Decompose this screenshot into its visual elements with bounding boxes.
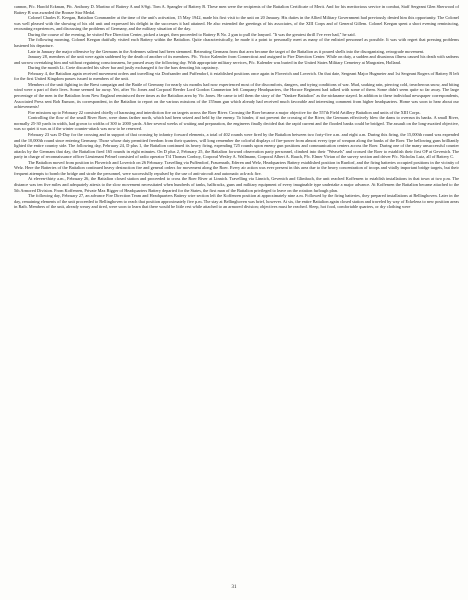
paragraph-move-26-february: The Battalion moved from position in Floverich and Loverich on 26 February. Travelling via Puffendorf, Frauenrath, Ederen and Welz, Headquarters Battery established position in Rurdorf, and the firing batteries occupied positions in the vicinity of Welz. Here the Batteries of the Battalion continued heavy destruction fire and general orders for movement along the Roer. Every air action was ever present in this area due to the heavy concentration of troops and vitally important bridge targets, but their frequent attempts to bomb the bridge and strafe the personnel, were successfully repulsed by the use of anti-aircraft and automatic ack-ack fire. [14, 159, 459, 176]
paragraph-linnich-crossing: At eleven-thirty a.m., February 26, the Battalion closed station and proceeded to cross the Roer River at Linnich. Travelling via Linnich, Gevenich and Glimbach, the unit reached Koffenren to establish installations in that town at two p.m. The distance was ten five miles and adequately attests to the slow movement necessitated when hundreds of tanks, halftracks, guns and military equipment of every imaginable type undertake a major advance. At Koffenren the Battalion became attached to the 5th Armored Division. From Koffenren, Private Max Rigger of Headquarters Battery departed for the States, the first man of the Battalion privileged to leave on the rotation furlough plan. [14, 176, 459, 193]
paragraph-ardennes: Late in January the major offensive by the Germans in the Ardennes salient had been stemmed. Retreating Germans from that area became the target of the Battalion as it poured shells into the disorganizing, retrograde movement. [28, 48, 425, 54]
paragraph-d-day-crossing: February 23 was D-Day for the crossing and in support of that crossing by infantry forward elements, a total of 402 rounds were fired by the Battalion between two forty-five a.m. and eight a.m. During this firing, the 15,000th round was expended and the 10,000th round since entering Germany. Those whose duty permitted freedom from their quarters, will long remember the colorful displays of fire-power from almost every type of weapon along the banks of the Roer. The bellowing guns brilliantly lighted the entire country side. The following day, February 24, D plus 1, the Battalion continued its heavy firing, expending 725 rounds upon enemy gun positions and communication centers across the Roer. During one of the many unsuccessful counter attacks by the Germans that day, the Battalion fired 165 rounds in eight minutes. On D plus 2, February 25, the Battalion forward observation party personnel, climbed into their "Weasels" and crossed the Roer to establish their first OP at Gevenich. The party in charge of reconnaissance officer Lieutenant Pelmel consisted of radio operator T/4 Thomas Conboy, Corporal Wesley A. Wallmann, Corporal Albert A. Rauch, Pfc. Elmer Vivian of the survey section and driver Pfc. Nicholas Lutz, all of Battery C. [14, 131, 459, 160]
paragraph-january-28: January 28, members of the unit were again saddened by the death of another of its members. Pfc. Victor Kalender from Connecticut and assigned to Fire Direction Center. While on duty, a sudden and disastrous illness caused his death with sadness and sorrow overtaking him and without regaining consciousness, he passed away the following day. With appropriate military services, Pfc. Kalender was buried in the United States Military Cemetery at Margraten, Holland. [14, 54, 459, 65]
paragraph-correspondents: Members of the unit fighting in the Brest campaign and the Battle of Germany for nearly six months had now experienced most of the discomforts, dangers, and trying conditions of war. Mud, soaking rain, piercing cold, treacherous snow, and biting wind were a part of their lives. Some seemed far away. Yet, after Vic Jones and Corporal Reeder Lord Gordon Cammerton left Company Headquarters, the Horace Regiment had talked with some of them. Some didn't seem quite so far away. The large percentage of the men in the Battalion from New England reminisced three times as the Battalion area by Vic Jones. He came to tell them the story of the "Yankee Battalion" as the nickname stayed. In addition to these individual newspaper correspondents, Associated Press sent Bob Eunson, its correspondent, in the Battalion to report on the various missions of the 155mm gun which already had received much favorable and interesting comment from higher headquarters. Home was soon to hear about our achievements! [14, 81, 459, 110]
document-body [14, 4, 459, 210]
paragraph-awards: cannon, Pfc. Harold Eckman, Pfc. Anthony D. Martino of Battery A and S/Sgt. Tom A. Spangler of Battery B. These men were the recipients of the Battalion Certificate of Merit. And for his meritorious service in combat, Staff Sergeant Glen Sherwood of Battery B was awarded the Bronze Star Medal. [14, 4, 459, 15]
paragraph-following-morning: The following morning, Colonel Keegan dutifully visited each Battery within the Battalion. Quite characteristically, he made it a point to personally meet as many of the enlisted personnel as possible. It was with regret that pressing problems hastened his departure. [14, 37, 459, 48]
paragraph-february-27: The following day, February 27, an advance Fire Direction Team and Headquarters Battery wire section left the Koffenren position at approximately nine a.m. Followed by the firing batteries, they prepared installations at Bellinghoven. Later in the day, remaining elements of the unit proceeded to Bellinghoven to reach that position approximately five p.m. The stay at Bellinghoven was brief, however. At six, the entire Battalion again closed station and traveled by way of Eckelenz to new position areas in Raib. Members of the unit, already weary and tired, were soon to learn that there would be little rest while attached to an armored division; objectives must be reached. Sleep, hot food, comfortable quarters, or dry clothing were [14, 193, 459, 210]
paragraph-roer-dams: Controlling the flow of the small River Roer, were dams farther north, which had been seized and held by the enemy. To hinder, if not prevent the crossing of the River, the Germans effectively blew the dams to overrun its banks. A small River, normally 25-30 yards in width, had grown to widths of 300 to 2000 yards. After several weeks of waiting and preparation, the engineers finally decided that the rapid current and the flooded banks could be bridged. The assault on the long-awaited objective, was so quiet it was as if the winter counter-attack was now to be renewed. [14, 115, 459, 132]
paragraph-fire-missions: Fire missions up to February 22 consisted chiefly of harassing and interdiction fire on targets across the Roer River. Crossing the Roer became a major objective for the 557th Field Artillery Battalion and units of the XIII Corps. [28, 109, 421, 115]
page-number: 31 [231, 585, 237, 590]
paragraph-february-4: February 4, the Battalion again received movement orders and travelling via Dorfsander and Puffendorf, it established positions once again in Floverich and Loverich. On that date, Sergeant Major Hugmeier and 1st Sergeant Rogers of Battery B left for the first United Kingdom passes issued to members of the unit. [14, 70, 459, 82]
paragraph-fire-direction-visit: During the course of the evening, he visited Fire Direction Center, picked a target, then proceeded to Battery B No. 2 gun to pull the lanyard. "It was the greatest thrill I've ever had," he said. [28, 31, 356, 37]
paragraph-colonel-keegan-visit: Colonel Charles E. Keegan, Battalion Commander at the time of the unit's activation, 15 May 1942, made his first visit to the unit on 20 January. His duties in the Allied Military Government had previously denied him this opportunity. The Colonel was well pleased with the showing of his old unit and expressed his delight in the successes it had attained. He also extended the greetings of his associates, of the XIII Corps and of General Gillem. Colonel Keegan spent a short evening reminiscing, recounting experiences, and discussing the problems of Germany, and the military situation of the day. [14, 15, 459, 32]
paragraph-captaincy: During the month Lt. Crete discarded his silver bar and justly exchanged it for the bars denoting his captaincy. [28, 65, 219, 71]
